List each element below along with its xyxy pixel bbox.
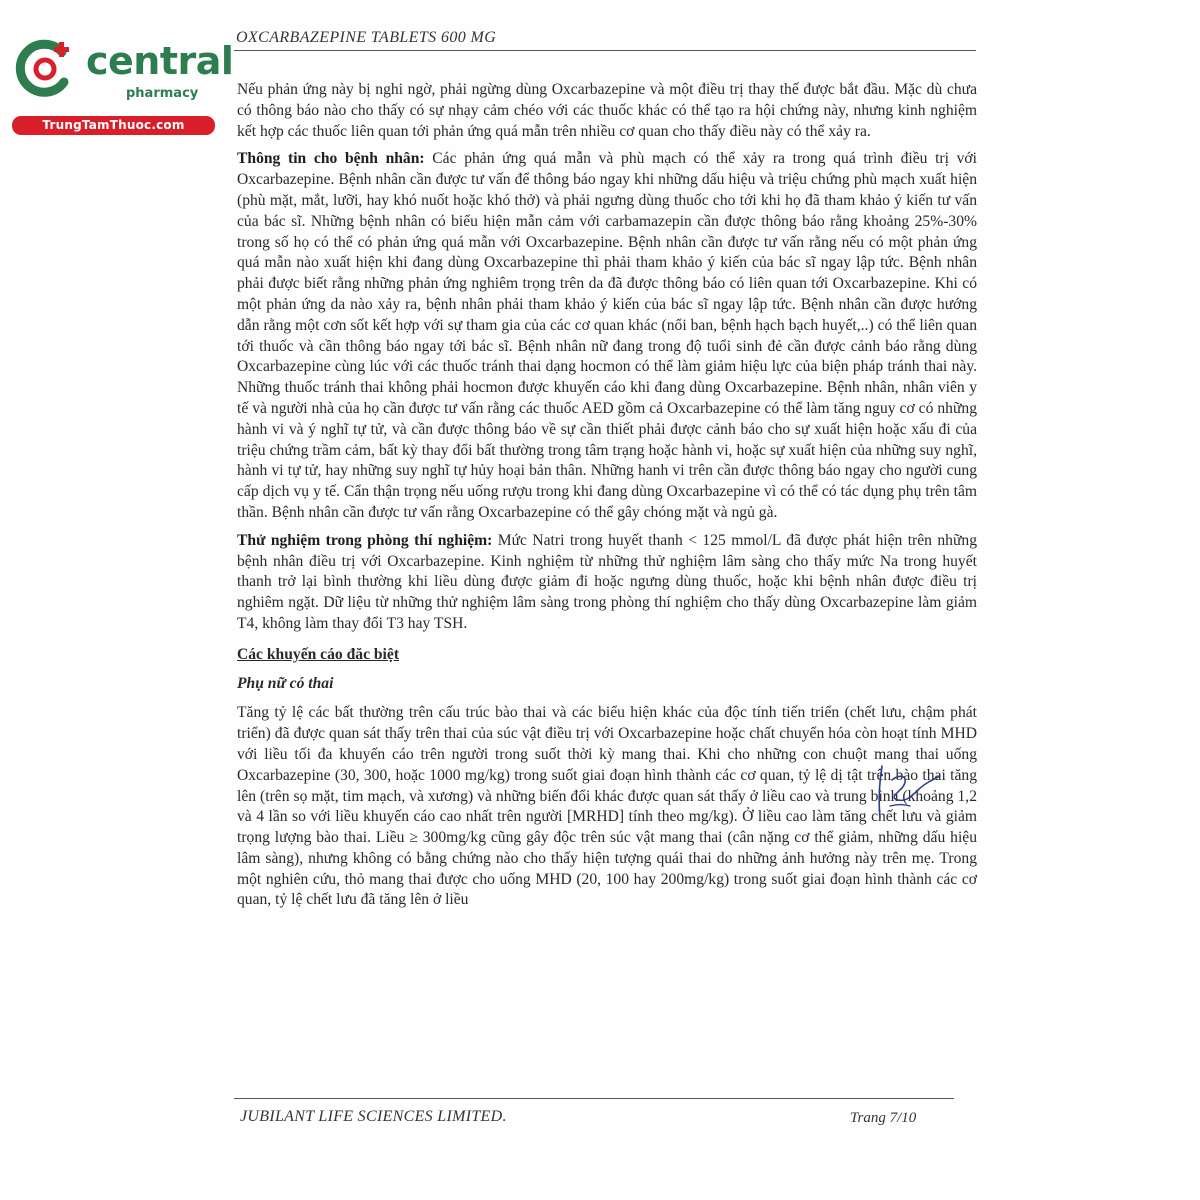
sub-heading: Phụ nữ có thai xyxy=(237,674,334,692)
header-title: OXCARBAZEPINE TABLETS 600 MG xyxy=(236,29,497,46)
logo-site: TrungTamThuoc.com xyxy=(12,116,215,135)
section-heading: Các khuyến cáo đăc biệt xyxy=(237,645,400,663)
central-pharmacy-logo xyxy=(10,36,234,136)
footer-page-number: Trang 7/10 xyxy=(850,1110,917,1126)
paragraph-pregnancy: Tăng tỷ lệ các bất thường trên cấu trúc bào thai và các biểu hiện khác của độc tính tiến triển (chết lưu, chậm phát triển) đã được quan sát thấy trên thai của súc vật điều trị với Oxcarbazepine hoặc chất chuyển hóa còn hoạt tính MHD với liều tối đa khuyến cáo trên người trong suốt thời kỳ mang thai. Khi cho những con chuột mang thai uống Oxcarbazepine (30, 300, hoặc 1000 mg/kg) trong suốt giai đoạn hình thành các cơ quan, tỷ lệ dị tật trên bào thai tăng lên (trên sọ mặt, tim mạch, và xương) và những biến đổi khác được quan sát thấy ở liều cao và trung bình (khoảng 1,2 và 4 lần so với liều khuyến cáo cao nhất trên người [MRHD] tính theo mg/kg). Ở liều cao làm tăng chết lưu và giảm trọng lượng bào thai. Liều ≥ 300mg/kg cũng gây độc trên súc vật mang thai (cân nặng cơ thể giảm, những dấu hiệu lâm sàng), nhưng không có bằng chứng nào cho thấy hiện tượng quái thai do những ảnh hưởng này trên mẹ. Trong một nghiên cứu, thỏ mang thai được cho uống MHD (20, 100 hay 200mg/kg) trong suốt giai đoạn hình thành các cơ quan, tỷ lệ chết lưu đã tăng lên ở liều xyxy=(237,704,977,909)
header-divider xyxy=(234,50,976,51)
lab-tests-text: Mức Natri trong huyết thanh < 125 mmol/L đã được phát hiện trên những bệnh nhân điều trị với Oxcarbazepine. Kinh nghiệm từ những thử nghiệm lâm sàng cho thấy mức Na trong huyết thanh trở lại bình thường khi liều dùng được giảm đi hoặc ngưng dùng thuốc, hoặc khi bệnh nhân được điều trị nghiêm ngặt. Dữ liệu từ những thử nghiệm lâm sàng trong phòng thí nghiệm cho thấy dùng Oxcarbazepine làm giảm T4, không làm thay đổi T3 hay TSH. xyxy=(237,531,978,632)
paragraph-1: Nếu phản ứng này bị nghi ngờ, phải ngừng dùng Oxcarbazepine và một điều trị thay thế được bắt đầu. Mặc dù chưa có thông báo nào cho thấy có sự nhạy cảm chéo với các thuốc khác có thể tạo ra hội chứng này, nhưng kinh nghiệm kết hợp các thuốc liên quan tới phản ứng quá mẫn trên nhiều cơ quan cho thấy điều này có thể xảy ra. xyxy=(237,81,977,140)
lab-tests-label: Thử nghiệm trong phòng thí nghiệm: xyxy=(237,531,493,549)
logo-brand: central xyxy=(86,39,234,83)
footer-company: JUBILANT LIFE SCIENCES LIMITED. xyxy=(240,1108,507,1125)
patient-info-text: Các phản ứng quá mẫn và phù mạch có thể xảy ra trong quá trình điều trị với Oxcarbazepine. Bệnh nhân cần được tư vấn để thông báo ngay khi những dấu hiệu và triệu chứng phù mạch xuất hiện (phù mặt, mắt, lưỡi, hay khó nuốt hoặc khó thở) và phải ngưng dùng thuốc cho tới khi họ đã tham khảo ý kiến tư vấn của bác sĩ. Những bệnh nhân có biểu hiện mẫn cảm với carbamazepin cần được thông báo rằng khoảng 25%-30% trong số họ có thể có phản ứng quá mẫn với Oxcarbazepine. Bệnh nhân cần được tư vấn rằng nếu có một phản ứng quá mẫn nào xuất hiện khi đang dùng Oxcarbazepine thì phải tham khảo ý kiến của bác sĩ ngay lập tức. Bệnh nhân phải được biết rằng những phản ứng nghiêm trọng trên da đã được thông báo có liên quan tới Oxcarbazepine. Khi có một phản ứng da nào xảy ra, bệnh nhân phải tham khảo ý kiến của bác sĩ ngay lập tức. Bệnh nhân cần được hướng dẫn rằng một cơn sốt kết hợp với sự tham gia của các cơ quan khác (nổi ban, bệnh hạch bạch huyết,..) có thể liên quan tới thuốc và cần thông báo ngay tới bác sĩ. Bệnh nhân nữ đang trong độ tuổi sinh đẻ cần được cảnh báo rằng dùng Oxcarbazepine cùng lúc với các thuốc tránh thai dạng hocmon có thể làm giảm hiệu lực của biện pháp tránh thai này. Những thuốc tránh thai không phải hocmon được khuyến cáo khi đang dùng Oxcarbazepine. Bệnh nhân, nhân viên y tế và người nhà của họ cần được tư vấn rằng các thuốc AED gồm cả Oxcarbazepine có thể làm tăng nguy cơ có những hành vi và ý nghĩ tự tử, và cần được thông báo về sự cần thiết phải được cảnh báo cho sự xuất hiện hoặc xấu đi của triệu chứng trầm cảm, bất kỳ thay đổi bất thường trong tâm trạng hoặc hành vi, hoặc sự xuất hiện của những suy nghĩ, hành vi tự tử, hay những suy nghĩ tự hủy hoại bản thân. Những hanh vi trên cần được thông báo ngay cho người cung cấp dịch vụ y tế. Cẩn thận trọng nếu uống rượu trong khi đang dùng Oxcarbazepine vì có thể có tác dụng phụ trên tâm thần. Bệnh nhân cần được tư vấn rằng Oxcarbazepine có thể gây chóng mặt và ngủ gà. xyxy=(237,150,978,521)
logo-sub: pharmacy xyxy=(126,86,199,101)
logo-c-cross-icon xyxy=(14,38,76,100)
paragraph-lab-tests xyxy=(237,531,977,635)
handwritten-signature xyxy=(868,760,948,830)
document-body xyxy=(237,80,977,918)
paragraph-patient-info xyxy=(237,149,977,523)
patient-info-label: Thông tin cho bệnh nhân: xyxy=(237,150,425,168)
footer-divider xyxy=(234,1098,954,1099)
